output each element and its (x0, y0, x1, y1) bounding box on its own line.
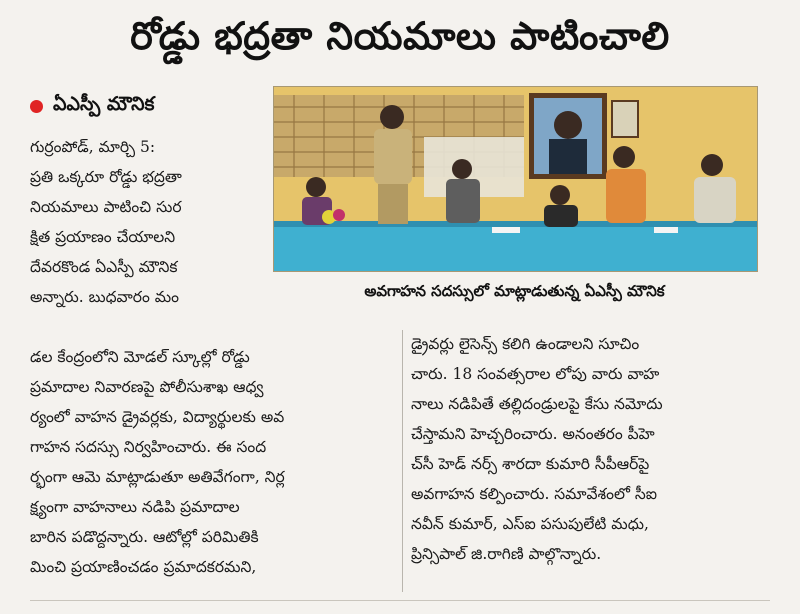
headline: రోడ్డు భద్రతా నియమాలు పాటించాలి (130, 14, 670, 58)
article-line: నాలు నడిపితే తల్లిదండ్రులపై కేసు నమోదు (411, 395, 663, 413)
bottom-rule (30, 600, 770, 601)
column-divider (402, 330, 403, 592)
news-photo (273, 86, 758, 272)
article-line: ర్భంగా ఆమె మాట్లాడుతూ అతివేగంగా, నిర్ల (30, 468, 285, 486)
article-line: చేస్తామని హెచ్చరించారు. అనంతరం పీహె (411, 425, 655, 443)
article-line: ప్రిన్సిపాల్ జి.రాగిణి పాల్గొన్నారు. (411, 545, 602, 563)
article-line: డల కేంద్రంలోని మోడల్ స్కూల్లో రోడ్డు (30, 348, 250, 366)
article-line: నియమాలు పాటించి సుర (30, 198, 182, 216)
red-bullet-icon (30, 100, 43, 113)
article-line: డ్రైవర్లు లైసెన్స్ కలిగి ఉండాలని సూచిం (411, 335, 640, 353)
news-photo-illustration (274, 87, 757, 271)
article-line: చ్‌సీ హెడ్ నర్స్ శారదా కుమారి సీపీఆర్‌పై (411, 455, 650, 473)
article-line: అన్నారు. బుధవారం మం (30, 288, 179, 306)
article-line: గుర్రంపోడ్, మార్చి 5: (30, 138, 156, 156)
article-line: బారిన పడొద్దన్నారు. ఆటోల్లో పరిమితికి (30, 528, 259, 546)
article-line: మించి ప్రయాణించడం ప్రమాదకరమని, (30, 558, 257, 576)
article-line: అవగాహన కల్పించారు. సమావేశంలో సీఐ (411, 485, 657, 503)
article-line: క్షిత ప్రయాణం చేయాలని (30, 228, 176, 246)
article-column-left-bottom (30, 342, 395, 582)
article-line: క్ష్యంగా వాహనాలు నడిపి ప్రమాదాల (30, 498, 240, 516)
article-line: చారు. 18 సంవత్సరాల లోపు వారు వాహ (411, 365, 660, 383)
article-column-right (411, 329, 761, 569)
byline (30, 92, 154, 120)
article-line: ప్రమాదాల నివారణపై పోలీసుశాఖ ఆధ్వ (30, 378, 264, 396)
photo-caption: అవగాహన సదస్సులో మాట్లాడుతున్న ఏఎస్పీ మౌనిక (364, 282, 665, 300)
byline-name: ఏఎస్పీ మౌనిక (53, 92, 155, 115)
article-line: దేవరకొండ ఏఎస్పీ మౌనిక (30, 258, 178, 276)
article-line: ప్రతి ఒక్కరూ రోడ్డు భద్రతా (30, 168, 182, 186)
article-line: ర్యంలో వాహన డ్రైవర్లకు, విద్యార్థులకు అవ (30, 408, 285, 426)
article-line: గాహన సదస్సు నిర్వహించారు. ఈ సంద (30, 438, 267, 456)
article-column-left-top (30, 132, 262, 312)
article-line: నవీన్ కుమార్, ఎస్ఐ పసుపులేటి మధు, (411, 515, 649, 533)
